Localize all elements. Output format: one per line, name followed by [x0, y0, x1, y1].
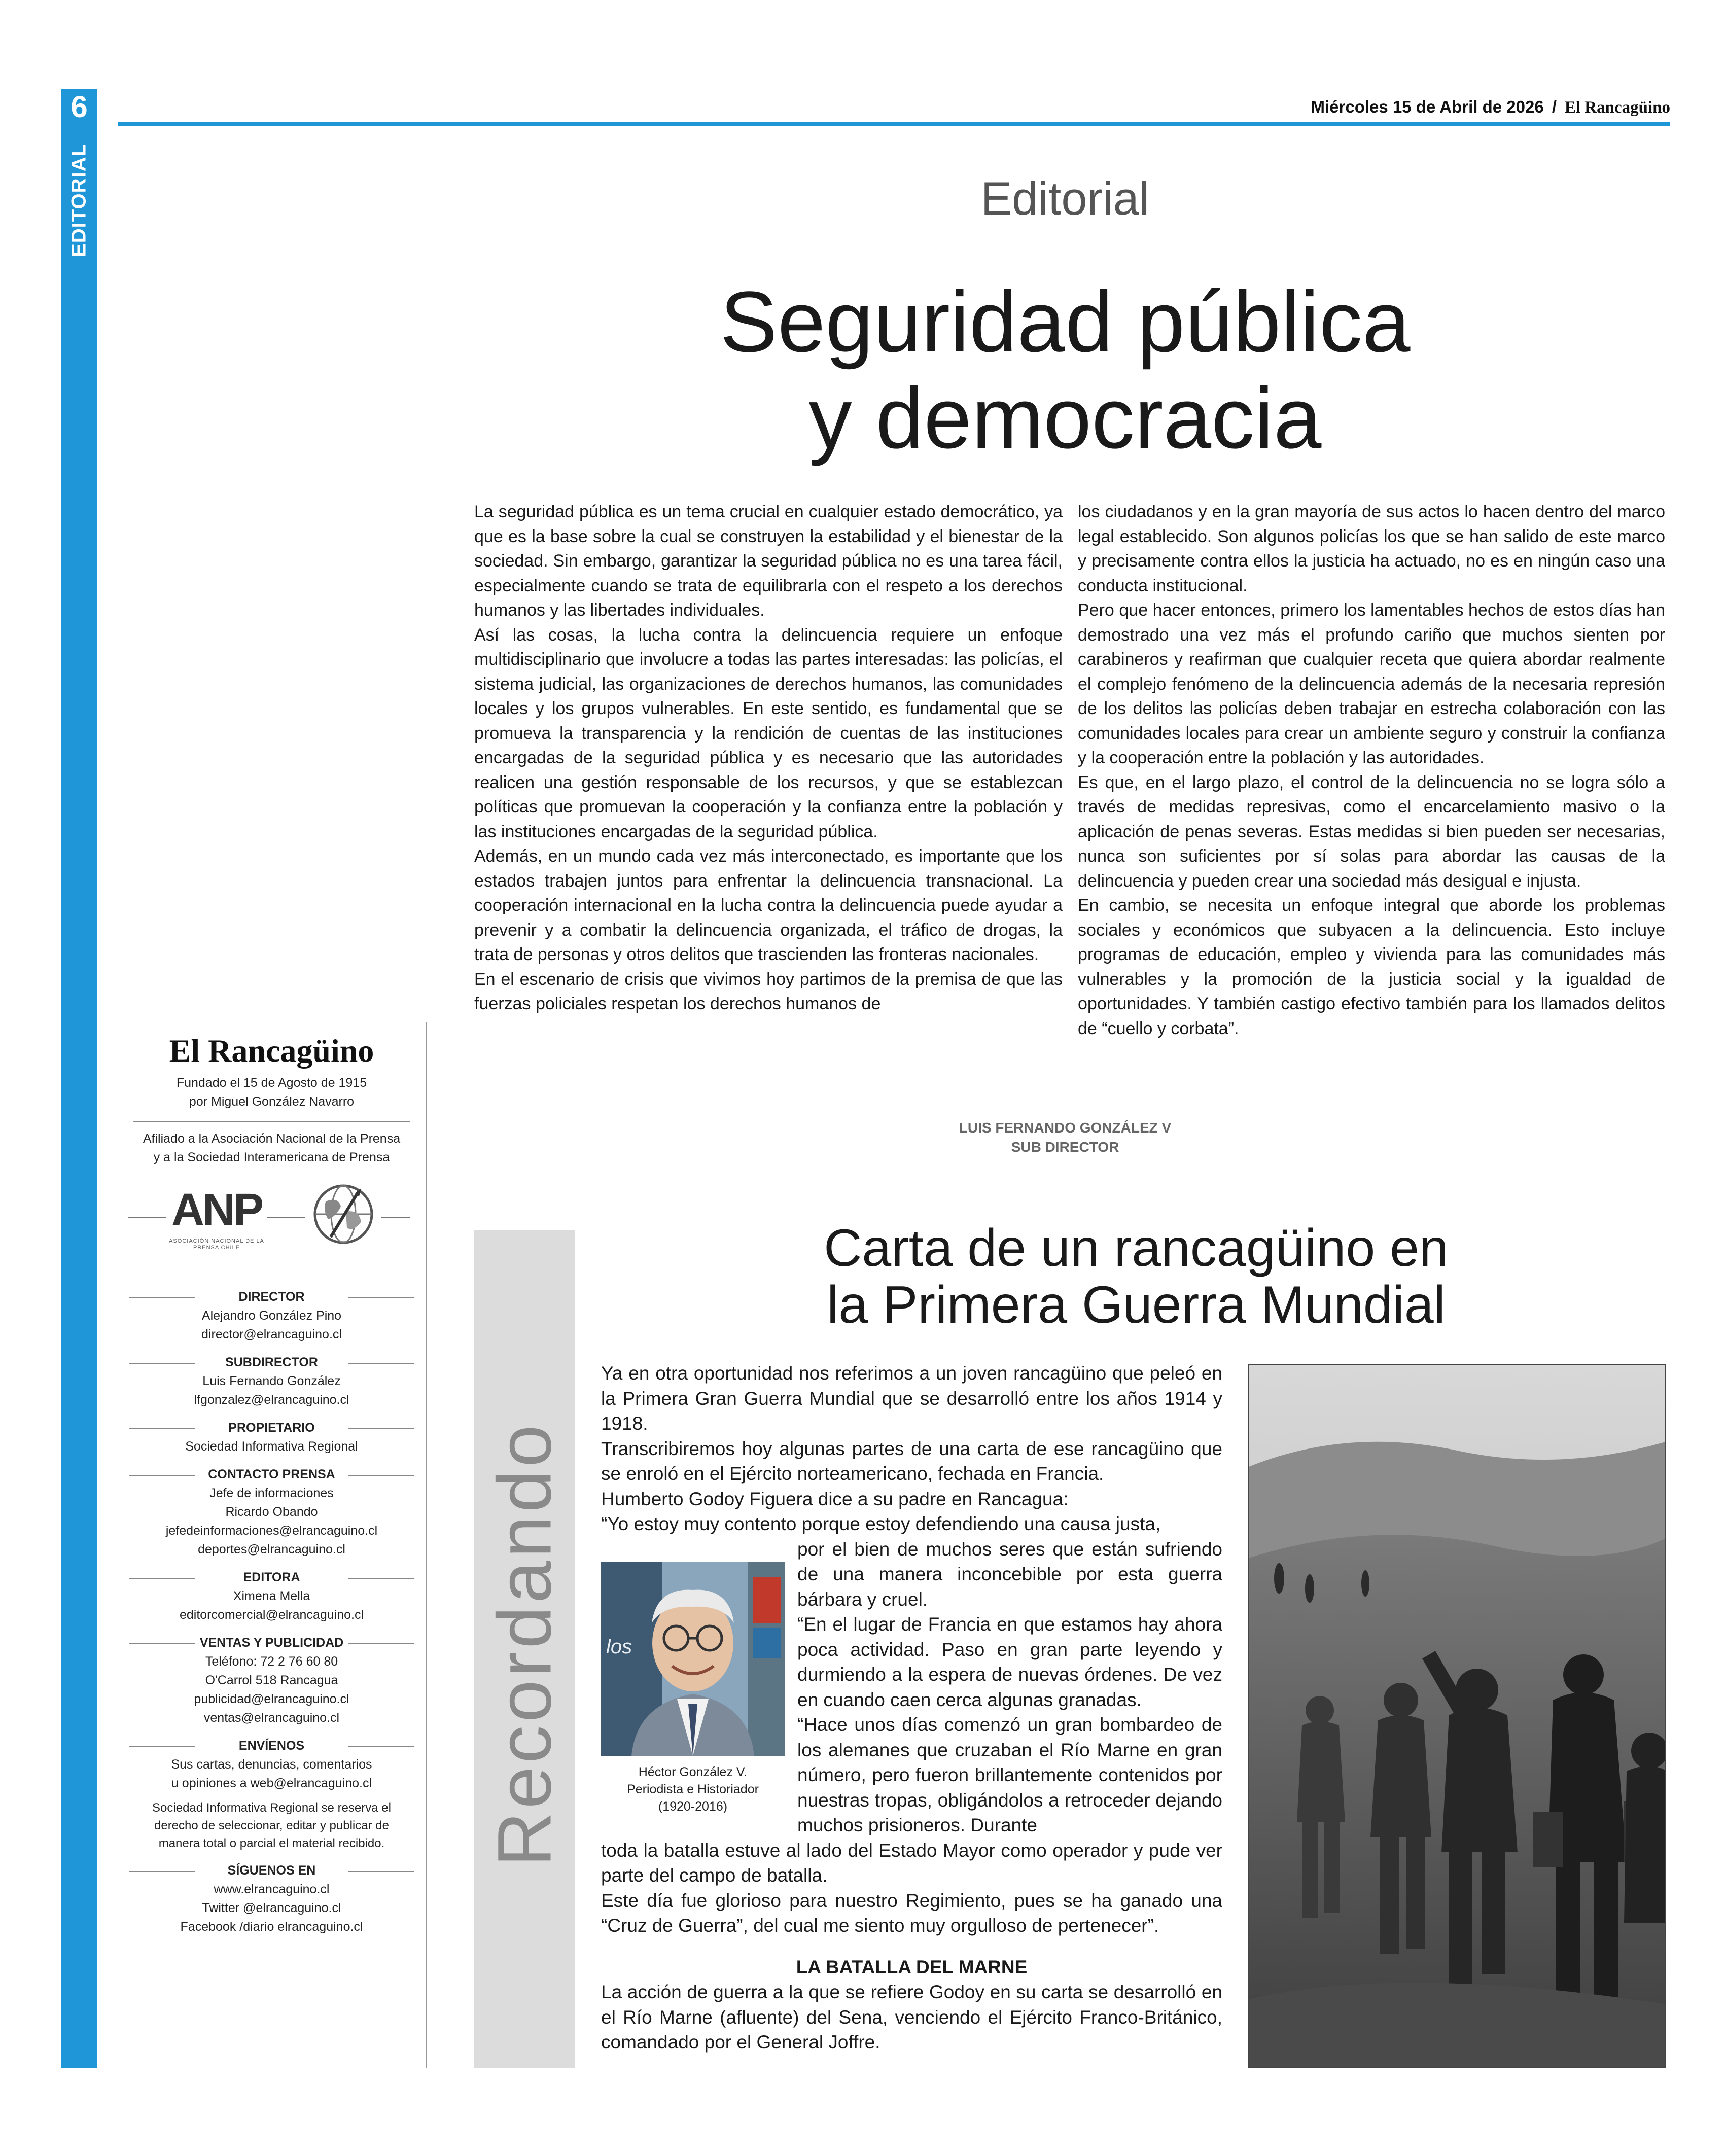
author-portrait-photo — [601, 1562, 785, 1756]
editor-email: editorcomercial@elrancaguino.cl — [179, 1608, 364, 1622]
press-name: Ricardo Obando — [225, 1505, 318, 1519]
editor-heading: EDITORA — [118, 1568, 426, 1587]
send-heading: ENVÍENOS — [118, 1737, 426, 1755]
director-heading: DIRECTOR — [118, 1288, 426, 1306]
advertising-email: publicidad@elrancaguino.cl — [194, 1692, 349, 1706]
editor-name: Ximena Mella — [233, 1589, 310, 1603]
editorial-column-right — [1078, 500, 1665, 1041]
carta-paragraph: Este día fue glorioso para nuestro Regimiento, pues se ha ganado una “Cruz de Guerra”, del cual me siento muy orgulloso de pertenecer”. — [601, 1890, 1222, 1936]
affiliation-line: Afiliado a la Asociación Nacional de la Prensa — [143, 1132, 401, 1146]
subdirector-name: Luis Fernando González — [202, 1374, 341, 1388]
affiliation-line: y a la Sociedad Interamericana de Prensa — [153, 1150, 390, 1164]
carta-paragraph: por el bien de muchos seres que están sufriendo de una manera inconcebible por esta guerra bárbara y cruel. — [797, 1538, 1222, 1610]
subdirector-heading: SUBDIRECTOR — [118, 1353, 426, 1372]
divider — [133, 1121, 410, 1122]
editorial-column-left — [474, 500, 1063, 1016]
page-number: 6 — [71, 90, 88, 124]
editorial-signature — [812, 1118, 1319, 1157]
carta-paragraph: Humberto Godoy Figuera dice a su padre en Rancagua: — [601, 1488, 1069, 1509]
follow-heading: SÍGUENOS EN — [118, 1861, 426, 1880]
carta-paragraph: La acción de guerra a la que se refiere Godoy en su carta se desarrolló en el Río Marne (afluente) del Sena, venciendo el Ejército Franco-Británico, comandado por el General Joffre. — [601, 1982, 1222, 2053]
carta-paragraph: “Yo estoy muy contento porque estoy defendiendo una causa justa, — [601, 1513, 1161, 1534]
facebook-handle: Facebook /diario elrancaguino.cl — [180, 1920, 363, 1934]
masthead-box — [118, 1022, 427, 2068]
carta-paragraph: “En el lugar de Francia en que estamos hay ahora poca actividad. Paso en gran parte leyendo y durmiendo a la espera de nuevas órdenes. De vez en cuando caen cerca algunas granadas. — [797, 1614, 1222, 1710]
sports-email: deportes@elrancaguino.cl — [198, 1542, 345, 1557]
caption-name: Héctor González V. — [638, 1765, 748, 1779]
send-line: Sus cartas, denuncias, comentarios — [171, 1757, 372, 1772]
signature-name: LUIS FERNANDO GONZÁLEZ V — [959, 1120, 1172, 1136]
editorial-paragraph: Además, en un mundo cada vez más interconectado, es importante que los estados trabajen juntos para enfrentar la delincuencia transnacional. La cooperación internacional en la lucha contra la delincuencia puede ayudar a prevenir y a combatir la delincuencia organizada, el tráfico de drogas, la trata de personas y otros delitos que trascienden las fronteras nacionales. — [474, 846, 1063, 964]
editorial-paragraph: La seguridad pública es un tema crucial en cualquier estado democrático, ya que es la base sobre la cual se construyen la estabilidad y el bienestar de la sociedad. Sin embargo, garantizar la seguridad pública no es una tarea fácil, especialmente cuando se trata de equilibrarla con el respeto a los derechos humanos y las libertades individuales. — [474, 502, 1063, 620]
soldiers-illustration — [1249, 1365, 1666, 2068]
carta-paragraph: Transcribiremos hoy algunas partes de una carta de ese rancagüino que se enroló en el Ejército norteamericano, fechada en Francia. — [601, 1438, 1222, 1484]
section-rail — [61, 89, 97, 2068]
sales-phone: Teléfono: 72 2 76 60 80 — [205, 1654, 338, 1669]
carta-subheading: LA BATALLA DEL MARNE — [796, 1956, 1028, 1977]
portrait-illustration — [601, 1562, 785, 1756]
founder-line: por Miguel González Navarro — [189, 1094, 355, 1109]
date-separator: / — [1552, 97, 1557, 116]
disclaimer: Sociedad Informativa Regional se reserva el derecho de seleccionar, editar y publicar de manera total o parcial el material recibido. — [152, 1801, 391, 1850]
section-label: EDITORIAL — [67, 144, 90, 257]
owner-heading: PROPIETARIO — [118, 1419, 426, 1437]
website-link: www.elrancaguino.cl — [214, 1882, 330, 1896]
carta-paragraph: “Hace unos días comenzó un gran bombardeo de los alemanes que cruzaban el Río Marne en gran número, pero fueron brillantemente contenidos por nuestras tropas, obligándolos a retroceder dejando muchos prisioneros. Durante — [797, 1714, 1222, 1835]
press-role: Jefe de informaciones — [209, 1486, 334, 1500]
headline-line-2: y democracia — [808, 370, 1322, 467]
portrait-sign-text: los — [606, 1636, 632, 1658]
header-paper-name: El Rancagüino — [1564, 98, 1670, 117]
issue-date: Miércoles 15 de Abril de 2026 — [1311, 97, 1544, 116]
sales-email: ventas@elrancaguino.cl — [203, 1711, 340, 1725]
anp-logo-subtext: ASOCIACIÓN NACIONAL DE LA PRENSA CHILE — [169, 1238, 264, 1251]
portrait-caption — [601, 1763, 785, 1815]
caption-years: (1920-2016) — [658, 1799, 728, 1814]
caption-role: Periodista e Historiador — [627, 1782, 759, 1796]
globe-icon — [310, 1181, 376, 1247]
affiliation-logos — [118, 1177, 426, 1279]
header-rule — [118, 122, 1670, 126]
twitter-handle: Twitter @elrancaguino.cl — [202, 1901, 341, 1915]
editorial-paragraph: los ciudadanos y en la gran mayoría de sus actos lo hacen dentro del marco legal establecido. Son algunos policías los que se han salido de este marco y precisamente contra ellos la justicia ha actuado, no es en ningún caso una conducta institucional. — [1078, 502, 1665, 595]
editorial-paragraph: Pero que hacer entonces, primero los lamentables hechos de estos días han demostrado una vez más el profundo cariño que muchos sienten por carabineros y reafirman que cualquier receta que quiera abordar realmente el complejo fenómeno de la delincuencia además de la necesaria represión de los delitos las policías deben trabajar en estrecha colaboración con las comunidades locales para crear un ambiente seguro y construir la confianza y la cooperación entre la población y las autoridades. — [1078, 600, 1665, 767]
founded-info — [118, 1074, 426, 1111]
signature-role: SUB DIRECTOR — [1011, 1139, 1119, 1155]
carta-headline — [761, 1220, 1511, 1333]
sip-globe-logo — [305, 1181, 381, 1253]
press-contact-heading: CONTACTO PRENSA — [118, 1465, 426, 1484]
sales-address: O'Carrol 518 Rancagua — [205, 1673, 338, 1687]
director-email: director@elrancaguino.cl — [201, 1327, 342, 1341]
recordando-label: Recordando — [481, 1422, 567, 1867]
director-name: Alejandro González Pino — [201, 1309, 342, 1323]
wwi-soldiers-photo — [1248, 1364, 1666, 2068]
owner-name: Sociedad Informativa Regional — [185, 1439, 358, 1454]
issue-date-line — [1311, 97, 1670, 117]
carta-paragraph: toda la batalla estuve al lado del Estado Mayor como operador y pude ver parte del campo de batalla. — [601, 1840, 1222, 1886]
editorial-headline — [558, 274, 1572, 467]
founded-line: Fundado el 15 de Agosto de 1915 — [176, 1076, 367, 1090]
anp-logo — [166, 1182, 267, 1253]
affiliation-text — [118, 1129, 426, 1167]
send-line: u opiniones a web@elrancaguino.cl — [171, 1776, 372, 1790]
editorial-paragraph: En cambio, se necesita un enfoque integral que aborde los problemas sociales y económicos que subyacen a la delincuencia. Esto incluye programas de educación, empleo y vivienda para las comunidades más vulnerables y la promoción de la justicia social y la igualdad de oportunidades. Y también castigo efectivo también para los llamados delitos de “cuello y corbata”. — [1078, 896, 1665, 1038]
press-email: jefedeinformaciones@elrancaguino.cl — [165, 1524, 378, 1538]
editorial-kicker: Editorial — [980, 173, 1150, 225]
subdirector-email: lfgonzalez@elrancaguino.cl — [194, 1393, 349, 1407]
carta-paragraph: Ya en otra oportunidad nos referimos a un joven rancagüino que peleó en la Primera Gran Guerra Mundial que se desarrolló entre los años 1914 y 1918. — [601, 1363, 1222, 1434]
editorial-paragraph: Así las cosas, la lucha contra la delincuencia requiere un enfoque multidisciplinario que involucre a todas las partes interesadas: las policías, el sistema judicial, las organizaciones de derechos humanos, las comunidades locales y los grupos vulnerables. En este sentido, es fundamental que se promueva la transparencia y la rendición de cuentas de las instituciones encargadas de la seguridad pública y es necesario que las autoridades realicen una gestión responsable de los recursos, y que se establezcan políticas que promuevan la cooperación y la confianza entre la población y las instituciones encargadas de la seguridad pública. — [474, 625, 1063, 841]
carta-title-line-2: la Primera Guerra Mundial — [827, 1276, 1446, 1334]
anp-logo-text: ANP — [171, 1185, 262, 1235]
editorial-paragraph: Es que, en el largo plazo, el control de la delincuencia no se logra sólo a través de medidas represivas, como el encarcelamiento masivo o la aplicación de penas severas. Estas medidas si bien pueden ser necesarias, nunca son suficientes por sí solas para abordar las causas de la delincuencia y pueden crear una sociedad más desigual e injusta. — [1078, 772, 1665, 891]
carta-title-line-1: Carta de un rancagüino en — [824, 1219, 1449, 1278]
headline-line-1: Seguridad pública — [720, 274, 1411, 370]
masthead-title: El Rancagüino — [169, 1033, 374, 1069]
sales-heading: VENTAS Y PUBLICIDAD — [118, 1634, 426, 1652]
editorial-paragraph: En el escenario de crisis que vivimos hoy partimos de la premisa de que las fuerzas policiales respetan los derechos humanos de — [474, 969, 1063, 1013]
